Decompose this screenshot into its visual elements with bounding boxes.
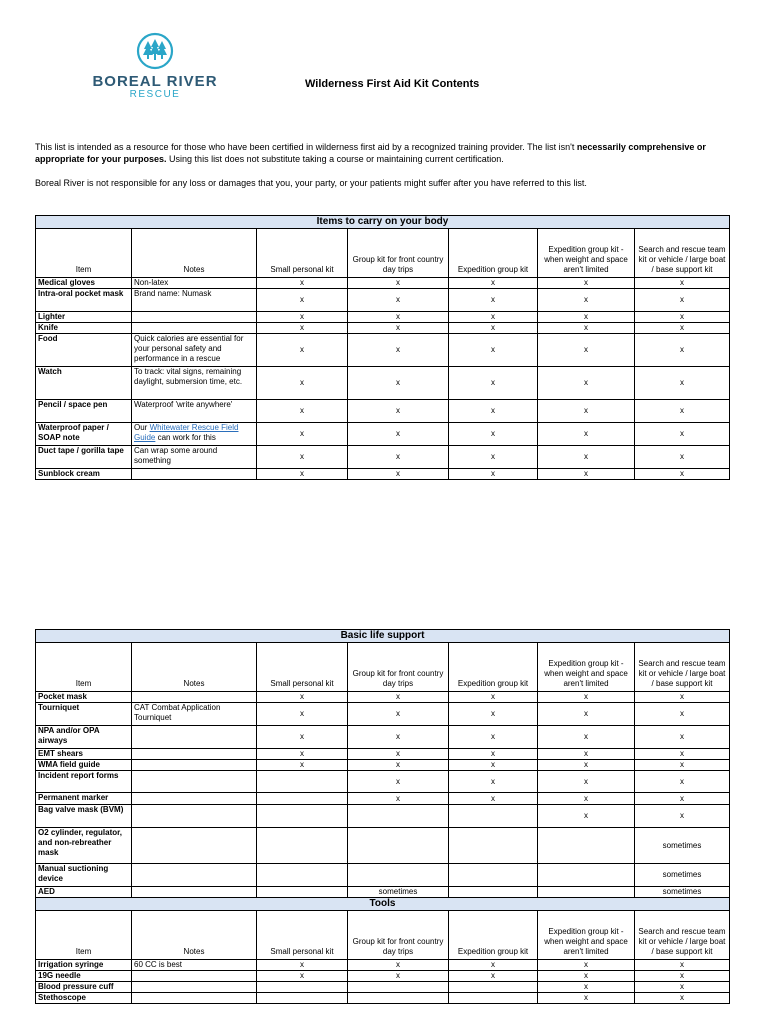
tree-logo-icon	[136, 32, 174, 70]
notes-cell: To track: vital signs, remaining daylight, submersion time, etc.	[132, 367, 257, 400]
kit-mark-cell: x	[449, 760, 538, 771]
kit-mark-cell: x	[348, 278, 449, 289]
notes-cell: CAT Combat Application Tourniquet	[132, 703, 257, 726]
kit-mark-cell: x	[257, 400, 348, 423]
kit-mark-cell: x	[538, 423, 635, 446]
notes-cell	[132, 982, 257, 993]
kit-mark-cell	[449, 828, 538, 864]
item-cell: EMT shears	[36, 749, 132, 760]
kit-mark-cell	[257, 982, 348, 993]
kit-mark-cell: x	[449, 749, 538, 760]
kit-mark-cell: x	[449, 793, 538, 805]
column-header-expedition_unlimited: Expedition group kit - when weight and space aren't limited	[538, 911, 635, 960]
kit-mark-cell: x	[348, 760, 449, 771]
kit-mark-cell: x	[257, 278, 348, 289]
kit-mark-cell: x	[348, 971, 449, 982]
kit-mark-cell	[449, 993, 538, 1004]
notes-cell: Can wrap some around something	[132, 446, 257, 469]
kit-mark-cell: x	[538, 334, 635, 367]
kit-mark-cell: x	[538, 726, 635, 749]
notes-cell: Non-latex	[132, 278, 257, 289]
table-row	[36, 828, 730, 864]
kit-mark-cell: x	[538, 805, 635, 828]
column-header-group: Group kit for front country day trips	[348, 643, 449, 692]
kit-mark-cell: x	[635, 334, 730, 367]
kit-mark-cell	[257, 805, 348, 828]
kit-mark-cell	[449, 982, 538, 993]
kit-mark-cell: x	[257, 971, 348, 982]
table-row	[36, 423, 730, 446]
section-title: Items to carry on your body	[36, 216, 730, 229]
kit-mark-cell: x	[635, 771, 730, 793]
notes-cell	[132, 864, 257, 887]
column-header-small: Small personal kit	[257, 229, 348, 278]
table-row	[36, 960, 730, 971]
notes-text: can work for this	[155, 433, 216, 442]
kit-mark-cell: x	[348, 726, 449, 749]
table-row	[36, 367, 730, 400]
kit-mark-cell	[348, 993, 449, 1004]
kit-mark-cell: x	[538, 982, 635, 993]
section-title: Basic life support	[36, 630, 730, 643]
table-row	[36, 726, 730, 749]
kit-mark-cell	[348, 828, 449, 864]
column-header-group: Group kit for front country day trips	[348, 229, 449, 278]
table-row	[36, 982, 730, 993]
kit-mark-cell: x	[538, 971, 635, 982]
kit-mark-cell	[449, 864, 538, 887]
table-items-on-body	[35, 215, 730, 480]
kit-mark-cell: x	[257, 312, 348, 323]
item-cell: Watch	[36, 367, 132, 400]
column-header-small: Small personal kit	[257, 643, 348, 692]
section-header-bls	[36, 630, 730, 643]
kit-mark-cell: x	[257, 423, 348, 446]
kit-mark-cell: x	[257, 749, 348, 760]
kit-mark-cell	[257, 793, 348, 805]
kit-mark-cell	[257, 887, 348, 898]
notes-cell	[132, 323, 257, 334]
intro-text-c: Using this list does not substitute taking a course or maintaining current certification.	[169, 154, 504, 164]
kit-mark-cell: x	[635, 367, 730, 400]
kit-mark-cell: x	[257, 367, 348, 400]
kit-mark-cell: x	[257, 726, 348, 749]
notes-cell	[132, 771, 257, 793]
intro-text-a: This list is intended as a resource for those who have been certified in wilderness first aid by a recognized training provider. The list isn't	[35, 142, 575, 152]
kit-mark-cell: x	[538, 400, 635, 423]
notes-cell	[132, 993, 257, 1004]
kit-mark-cell: x	[635, 692, 730, 703]
kit-mark-cell: x	[257, 446, 348, 469]
section-title: Tools	[36, 898, 730, 911]
kit-mark-cell: x	[348, 469, 449, 480]
kit-mark-cell: x	[538, 446, 635, 469]
kit-mark-cell: x	[538, 771, 635, 793]
section-header-tools	[36, 898, 730, 911]
notes-cell	[132, 423, 257, 446]
notes-cell: Brand name: Numask	[132, 289, 257, 312]
kit-mark-cell: x	[449, 400, 538, 423]
kit-mark-cell: x	[635, 749, 730, 760]
document-title: Wilderness First Aid Kit Contents	[305, 78, 480, 90]
kit-mark-cell: x	[635, 446, 730, 469]
kit-mark-cell: x	[257, 692, 348, 703]
item-cell: Intra-oral pocket mask	[36, 289, 132, 312]
kit-mark-cell: x	[635, 469, 730, 480]
table-header-row	[36, 643, 730, 692]
kit-mark-cell: x	[635, 312, 730, 323]
table-row	[36, 692, 730, 703]
notes-cell: Waterproof 'write anywhere'	[132, 400, 257, 423]
item-cell: AED	[36, 887, 132, 898]
kit-mark-cell: x	[449, 971, 538, 982]
notes-cell: Quick calories are essential for your personal safety and performance in a rescue	[132, 334, 257, 367]
kit-mark-cell	[257, 864, 348, 887]
table-header-row	[36, 229, 730, 278]
notes-cell	[132, 793, 257, 805]
table-header-row	[36, 911, 730, 960]
column-header-item: Item	[36, 911, 132, 960]
kit-mark-cell	[449, 887, 538, 898]
kit-mark-cell: x	[348, 960, 449, 971]
table-row	[36, 749, 730, 760]
table-row	[36, 446, 730, 469]
item-cell: Blood pressure cuff	[36, 982, 132, 993]
kit-mark-cell: x	[348, 793, 449, 805]
intro-paragraph-2: Boreal River is not responsible for any loss or damages that you, your party, or your patients might suffer after you have referred to this list.	[35, 178, 587, 188]
kit-mark-cell: x	[449, 367, 538, 400]
table-row	[36, 469, 730, 480]
kit-mark-cell	[257, 828, 348, 864]
kit-mark-cell: x	[449, 726, 538, 749]
item-cell: Tourniquet	[36, 703, 132, 726]
kit-mark-cell: x	[635, 289, 730, 312]
column-header-expedition: Expedition group kit	[449, 643, 538, 692]
item-cell: Food	[36, 334, 132, 367]
kit-mark-cell: x	[635, 993, 730, 1004]
kit-mark-cell: x	[538, 367, 635, 400]
item-cell: Medical gloves	[36, 278, 132, 289]
kit-mark-cell: x	[635, 400, 730, 423]
table-row	[36, 971, 730, 982]
kit-mark-cell: x	[257, 703, 348, 726]
column-header-expedition_unlimited: Expedition group kit - when weight and space aren't limited	[538, 643, 635, 692]
notes-text: Our	[134, 423, 150, 432]
table-row	[36, 703, 730, 726]
kit-mark-cell: sometimes	[635, 828, 730, 864]
kit-mark-cell: x	[449, 423, 538, 446]
table-row	[36, 805, 730, 828]
kit-mark-cell: x	[348, 446, 449, 469]
table-row	[36, 312, 730, 323]
brand-logo	[90, 32, 220, 100]
notes-cell	[132, 749, 257, 760]
column-header-sar: Search and rescue team kit or vehicle / large boat / base support kit	[635, 229, 730, 278]
table-row	[36, 323, 730, 334]
column-header-small: Small personal kit	[257, 911, 348, 960]
notes-cell	[132, 760, 257, 771]
table-row	[36, 864, 730, 887]
kit-mark-cell: x	[348, 749, 449, 760]
kit-mark-cell: x	[348, 334, 449, 367]
kit-mark-cell	[348, 805, 449, 828]
kit-mark-cell: x	[257, 760, 348, 771]
kit-mark-cell	[538, 864, 635, 887]
brand-subtitle: RESCUE	[129, 89, 181, 100]
item-cell: Duct tape / gorilla tape	[36, 446, 132, 469]
kit-mark-cell: x	[257, 960, 348, 971]
kit-mark-cell	[538, 887, 635, 898]
kit-mark-cell: x	[538, 323, 635, 334]
kit-mark-cell: x	[449, 278, 538, 289]
brand-name: BOREAL RIVER	[92, 73, 218, 90]
kit-mark-cell: x	[348, 703, 449, 726]
kit-mark-cell: x	[635, 726, 730, 749]
kit-mark-cell: x	[348, 323, 449, 334]
notes-cell	[132, 828, 257, 864]
kit-mark-cell: sometimes	[348, 887, 449, 898]
kit-mark-cell: x	[635, 982, 730, 993]
kit-mark-cell: x	[348, 771, 449, 793]
kit-mark-cell	[257, 993, 348, 1004]
kit-mark-cell: x	[635, 793, 730, 805]
kit-mark-cell: x	[348, 692, 449, 703]
kit-mark-cell: x	[257, 334, 348, 367]
kit-mark-cell	[538, 828, 635, 864]
notes-cell	[132, 971, 257, 982]
kit-mark-cell: x	[449, 446, 538, 469]
kit-mark-cell: x	[538, 960, 635, 971]
item-cell: WMA field guide	[36, 760, 132, 771]
section-header-body	[36, 216, 730, 229]
item-cell: Incident report forms	[36, 771, 132, 793]
notes-cell	[132, 805, 257, 828]
kit-mark-cell: x	[449, 960, 538, 971]
item-cell: Knife	[36, 323, 132, 334]
kit-mark-cell	[348, 982, 449, 993]
item-cell: Sunblock cream	[36, 469, 132, 480]
kit-mark-cell: x	[449, 469, 538, 480]
table-row	[36, 771, 730, 793]
column-header-notes: Notes	[132, 643, 257, 692]
table-row	[36, 793, 730, 805]
table-row	[36, 887, 730, 898]
table-row	[36, 760, 730, 771]
item-cell: Pocket mask	[36, 692, 132, 703]
kit-mark-cell: x	[635, 971, 730, 982]
kit-mark-cell: x	[635, 760, 730, 771]
kit-mark-cell: x	[538, 703, 635, 726]
table-row	[36, 289, 730, 312]
kit-mark-cell: x	[449, 323, 538, 334]
kit-mark-cell: x	[635, 323, 730, 334]
kit-mark-cell: x	[538, 749, 635, 760]
table-row	[36, 278, 730, 289]
kit-mark-cell: x	[538, 793, 635, 805]
kit-mark-cell: x	[538, 289, 635, 312]
kit-mark-cell: x	[449, 334, 538, 367]
item-cell: O2 cylinder, regulator, and non-rebreather mask	[36, 828, 132, 864]
kit-mark-cell: x	[538, 278, 635, 289]
notes-cell	[132, 692, 257, 703]
item-cell: Waterproof paper / SOAP note	[36, 423, 132, 446]
item-cell: Bag valve mask (BVM)	[36, 805, 132, 828]
notes-cell	[132, 887, 257, 898]
notes-cell	[132, 469, 257, 480]
kit-mark-cell: x	[348, 400, 449, 423]
table-row	[36, 993, 730, 1004]
kit-mark-cell: x	[538, 469, 635, 480]
item-cell: 19G needle	[36, 971, 132, 982]
kit-mark-cell: sometimes	[635, 864, 730, 887]
column-header-expedition: Expedition group kit	[449, 229, 538, 278]
item-cell: Irrigation syringe	[36, 960, 132, 971]
item-cell: Permanent marker	[36, 793, 132, 805]
item-cell: Pencil / space pen	[36, 400, 132, 423]
intro-text-bold: necessarily comprehensive or appropriate for your purposes.	[35, 142, 706, 164]
kit-mark-cell: x	[538, 993, 635, 1004]
kit-mark-cell: x	[348, 423, 449, 446]
table-row	[36, 334, 730, 367]
kit-mark-cell	[257, 771, 348, 793]
column-header-expedition: Expedition group kit	[449, 911, 538, 960]
kit-mark-cell	[449, 805, 538, 828]
table-row	[36, 400, 730, 423]
column-header-item: Item	[36, 229, 132, 278]
intro-text	[35, 141, 735, 201]
kit-mark-cell: x	[348, 312, 449, 323]
kit-mark-cell: x	[635, 703, 730, 726]
column-header-expedition_unlimited: Expedition group kit - when weight and space aren't limited	[538, 229, 635, 278]
item-cell: NPA and/or OPA airways	[36, 726, 132, 749]
kit-mark-cell: x	[257, 289, 348, 312]
notes-cell	[132, 726, 257, 749]
kit-mark-cell: x	[635, 960, 730, 971]
column-header-group: Group kit for front country day trips	[348, 911, 449, 960]
item-cell: Lighter	[36, 312, 132, 323]
column-header-sar: Search and rescue team kit or vehicle / large boat / base support kit	[635, 643, 730, 692]
column-header-notes: Notes	[132, 229, 257, 278]
item-cell: Manual suctioning device	[36, 864, 132, 887]
kit-mark-cell: x	[538, 760, 635, 771]
notes-cell	[132, 312, 257, 323]
kit-mark-cell: x	[538, 312, 635, 323]
kit-mark-cell: x	[449, 703, 538, 726]
kit-mark-cell: x	[538, 692, 635, 703]
kit-mark-cell: x	[449, 692, 538, 703]
item-cell: Stethoscope	[36, 993, 132, 1004]
kit-mark-cell: x	[449, 771, 538, 793]
kit-mark-cell: sometimes	[635, 887, 730, 898]
kit-mark-cell: x	[257, 323, 348, 334]
kit-mark-cell: x	[348, 367, 449, 400]
kit-mark-cell: x	[449, 312, 538, 323]
table-basic-life-support	[35, 629, 730, 1004]
kit-mark-cell	[348, 864, 449, 887]
kit-mark-cell: x	[635, 805, 730, 828]
column-header-item: Item	[36, 643, 132, 692]
intro-paragraph-1	[35, 141, 735, 165]
kit-mark-cell: x	[257, 469, 348, 480]
kit-mark-cell: x	[449, 289, 538, 312]
notes-cell: 60 CC is best	[132, 960, 257, 971]
kit-mark-cell: x	[348, 289, 449, 312]
field-guide-link[interactable]: Whitewater Rescue Field Guide	[134, 423, 239, 442]
kit-mark-cell: x	[635, 278, 730, 289]
column-header-notes: Notes	[132, 911, 257, 960]
kit-mark-cell: x	[635, 423, 730, 446]
column-header-sar: Search and rescue team kit or vehicle / large boat / base support kit	[635, 911, 730, 960]
